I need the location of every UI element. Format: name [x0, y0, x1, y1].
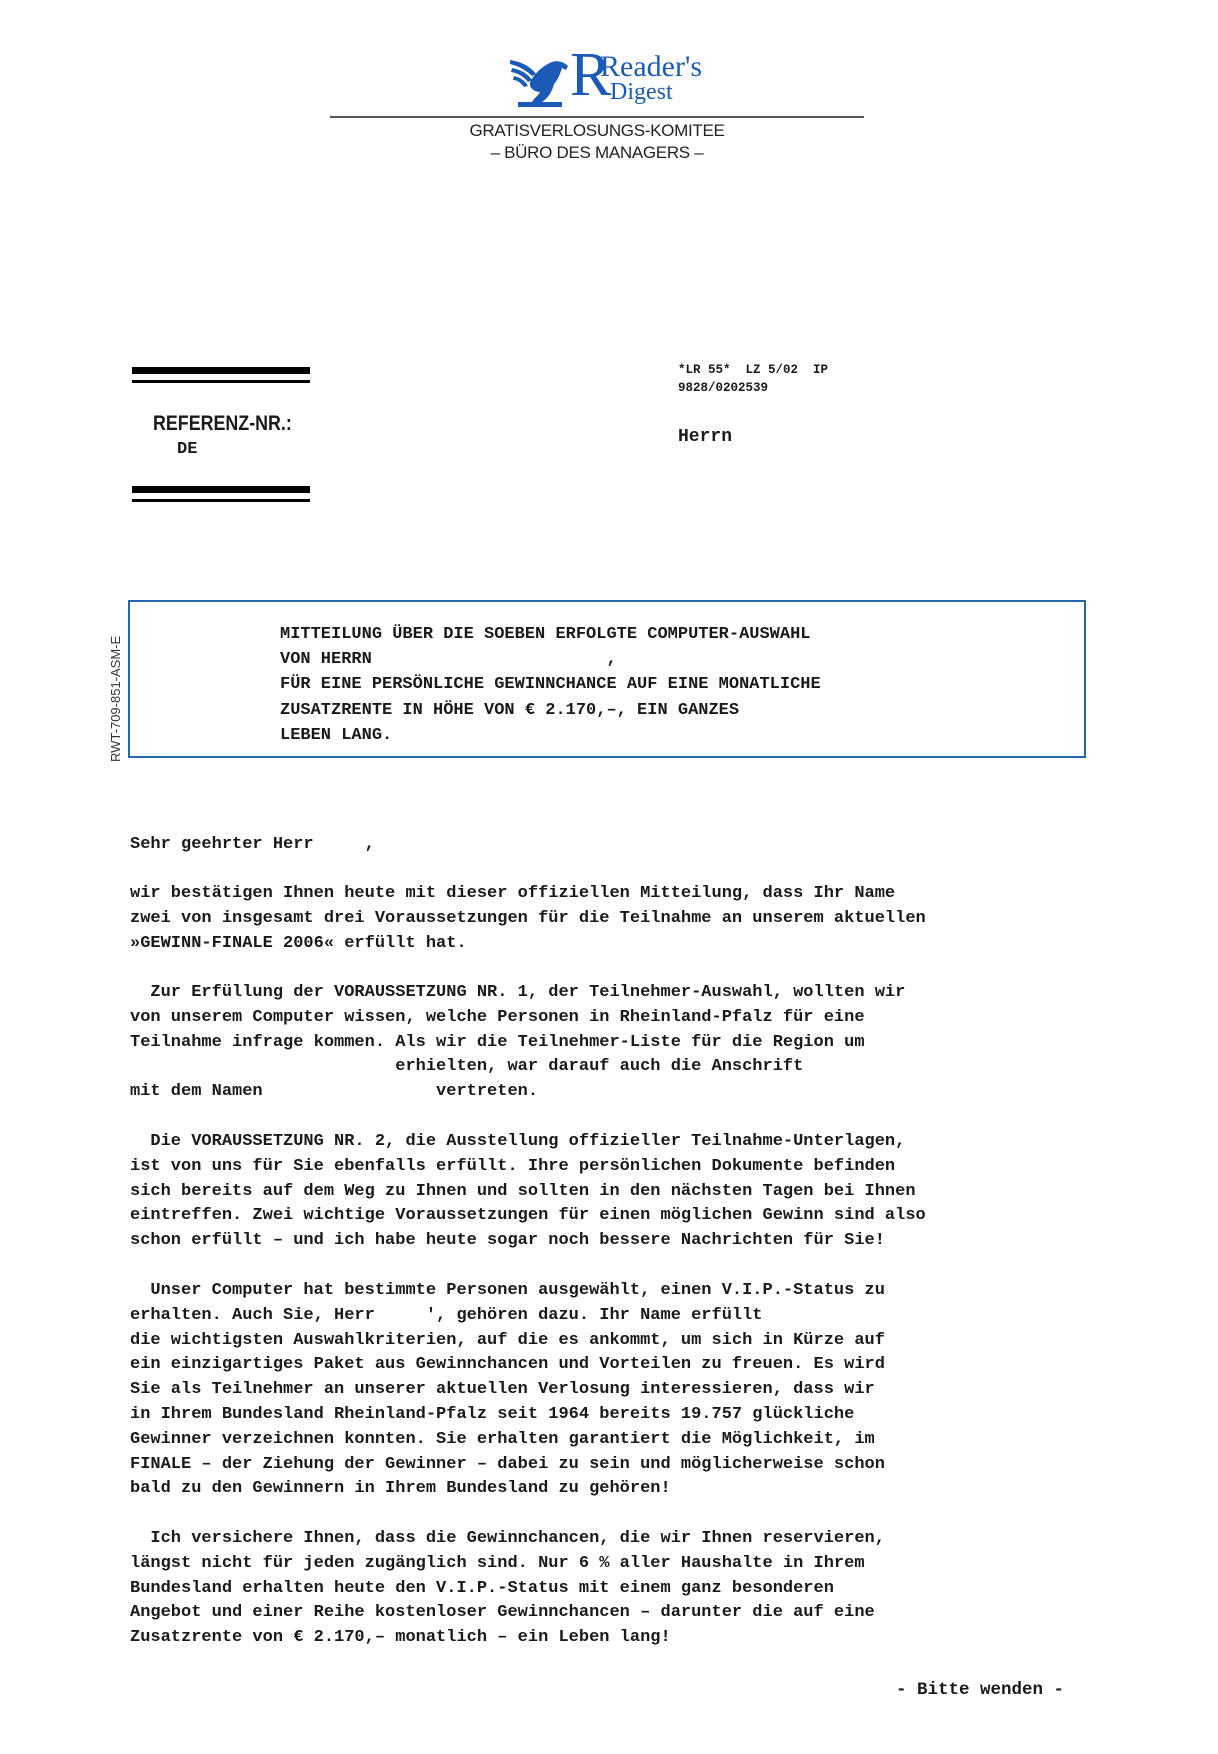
reference-bar-bottom-thin: [132, 499, 310, 502]
mailing-code-line1: *LR 55* LZ 5/02 IP: [678, 363, 829, 377]
text-line: mit dem Namen vertreten.: [130, 1082, 539, 1102]
paragraph-1: [130, 882, 1110, 956]
text-line: in Ihrem Bundesland Rheinland-Pfalz seit 1964 bereits 19.757 glückliche: [130, 1404, 855, 1424]
text-line: Zusatzrente von € 2.170,– monatlich – ein Leben lang!: [130, 1628, 671, 1648]
reference-label: REFERENZ-NR.:: [153, 412, 292, 435]
text-line: Die VORAUSSETZUNG NR. 2, die Ausstellung offizieller Teilnahme-Unterlagen,: [130, 1132, 906, 1151]
side-document-code: RWT-709-851-ASM-E: [108, 635, 123, 762]
text-line: zwei von insgesamt drei Voraussetzungen für die Teilnahme an unserem aktuellen: [130, 908, 926, 928]
text-line: wir bestätigen Ihnen heute mit dieser offiziellen Mitteilung, dass Ihr Name: [130, 884, 896, 903]
header-divider: [330, 116, 864, 118]
notice-line: FÜR EINE PERSÖNLICHE GEWINNCHANCE AUF EINE MONATLICHE: [280, 675, 821, 695]
notice-line: LEBEN LANG.: [280, 725, 393, 745]
office-name: – BÜRO DES MANAGERS –: [490, 143, 704, 162]
text-line: längst nicht für jeden zugänglich sind. Nur 6 % aller Haushalte in Ihrem: [130, 1553, 865, 1573]
text-line: sich bereits auf dem Weg zu Ihnen und sollten in den nächsten Tagen bei Ihnen: [130, 1181, 916, 1201]
department-name: GRATISVERLOSUNGS-KOMITEE: [469, 121, 725, 140]
notice-line: ZUSATZRENTE IN HÖHE VON € 2.170,–, EIN GANZES: [280, 700, 740, 720]
reference-bar-top-thin: [132, 380, 310, 383]
readers-digest-logo: [508, 41, 703, 109]
reference-value: DE: [177, 440, 198, 459]
paragraph-4: [130, 1279, 1110, 1502]
notice-box: [128, 600, 1086, 758]
reference-bar-top-thick: [132, 367, 310, 374]
paragraph-3: [130, 1130, 1110, 1254]
notice-text: [280, 622, 821, 748]
text-line: Teilnahme infrage kommen. Als wir die Teilnehmer-Liste für die Region um: [130, 1032, 865, 1052]
reference-bar-bottom-thick: [132, 486, 310, 493]
text-line: Gewinner verzeichnen konnten. Sie erhalten garantiert die Möglichkeit, im: [130, 1429, 875, 1449]
text-line: erhielten, war darauf auch die Anschrift: [130, 1057, 804, 1077]
paragraph-5: [130, 1527, 1110, 1651]
text-line: »GEWINN-FINALE 2006« erfüllt hat.: [130, 933, 467, 953]
text-line: FINALE – der Ziehung der Gewinner – dabei zu sein und möglicherweise schon: [130, 1454, 885, 1474]
brand-line2: Digest: [610, 79, 673, 105]
text-line: Zur Erfüllung der VORAUSSETZUNG NR. 1, der Teilnehmer-Auswahl, wollten wir: [130, 983, 906, 1002]
text-line: Unser Computer hat bestimmte Personen ausgewählt, einen V.I.P.-Status zu: [130, 1281, 885, 1300]
text-line: ein einzigartiges Paket aus Gewinnchancen und Vorteilen zu freuen. Es wird: [130, 1355, 885, 1375]
text-line: ist von uns für Sie ebenfalls erfüllt. Ihre persönlichen Dokumente befinden: [130, 1156, 896, 1176]
text-line: erhalten. Auch Sie, Herr ', gehören dazu. Ihr Name erfüllt: [130, 1305, 763, 1325]
brand-line1: Reader's: [600, 50, 703, 83]
brand-initial: R: [570, 41, 612, 109]
text-line: eintreffen. Zwei wichtige Voraussetzungen für einen möglichen Gewinn sind also: [130, 1206, 926, 1226]
addressee: Herrn: [678, 427, 733, 447]
notice-line: MITTEILUNG ÜBER DIE SOEBEN ERFOLGTE COMPUTER-AUSWAHL: [280, 625, 811, 644]
salutation: Sehr geehrter Herr ,: [130, 835, 375, 854]
paragraph-2: [130, 981, 1110, 1105]
text-line: Sie als Teilnehmer an unserer aktuellen Verlosung interessieren, dass wir: [130, 1380, 875, 1400]
text-line: bald zu den Gewinnern in Ihrem Bundesland zu gehören!: [130, 1479, 671, 1499]
text-line: Angebot und einer Reihe kostenloser Gewinnchancen – darunter die auf eine: [130, 1603, 875, 1623]
pegasus-icon: [508, 52, 572, 108]
text-line: Ich versichere Ihnen, dass die Gewinnchancen, die wir Ihnen reservieren,: [130, 1529, 885, 1548]
text-line: die wichtigsten Auswahlkriterien, auf die es ankommt, um sich in Kürze auf: [130, 1330, 885, 1350]
mailing-code-line2: 9828/0202539: [678, 381, 769, 395]
notice-line: VON HERRN ,: [280, 650, 617, 670]
please-turn-note: - Bitte wenden -: [896, 1680, 1065, 1700]
text-line: Bundesland erhalten heute den V.I.P.-Status mit einem ganz besonderen: [130, 1578, 834, 1598]
text-line: von unserem Computer wissen, welche Personen in Rheinland-Pfalz für eine: [130, 1007, 865, 1027]
text-line: schon erfüllt – und ich habe heute sogar noch bessere Nachrichten für Sie!: [130, 1231, 885, 1251]
